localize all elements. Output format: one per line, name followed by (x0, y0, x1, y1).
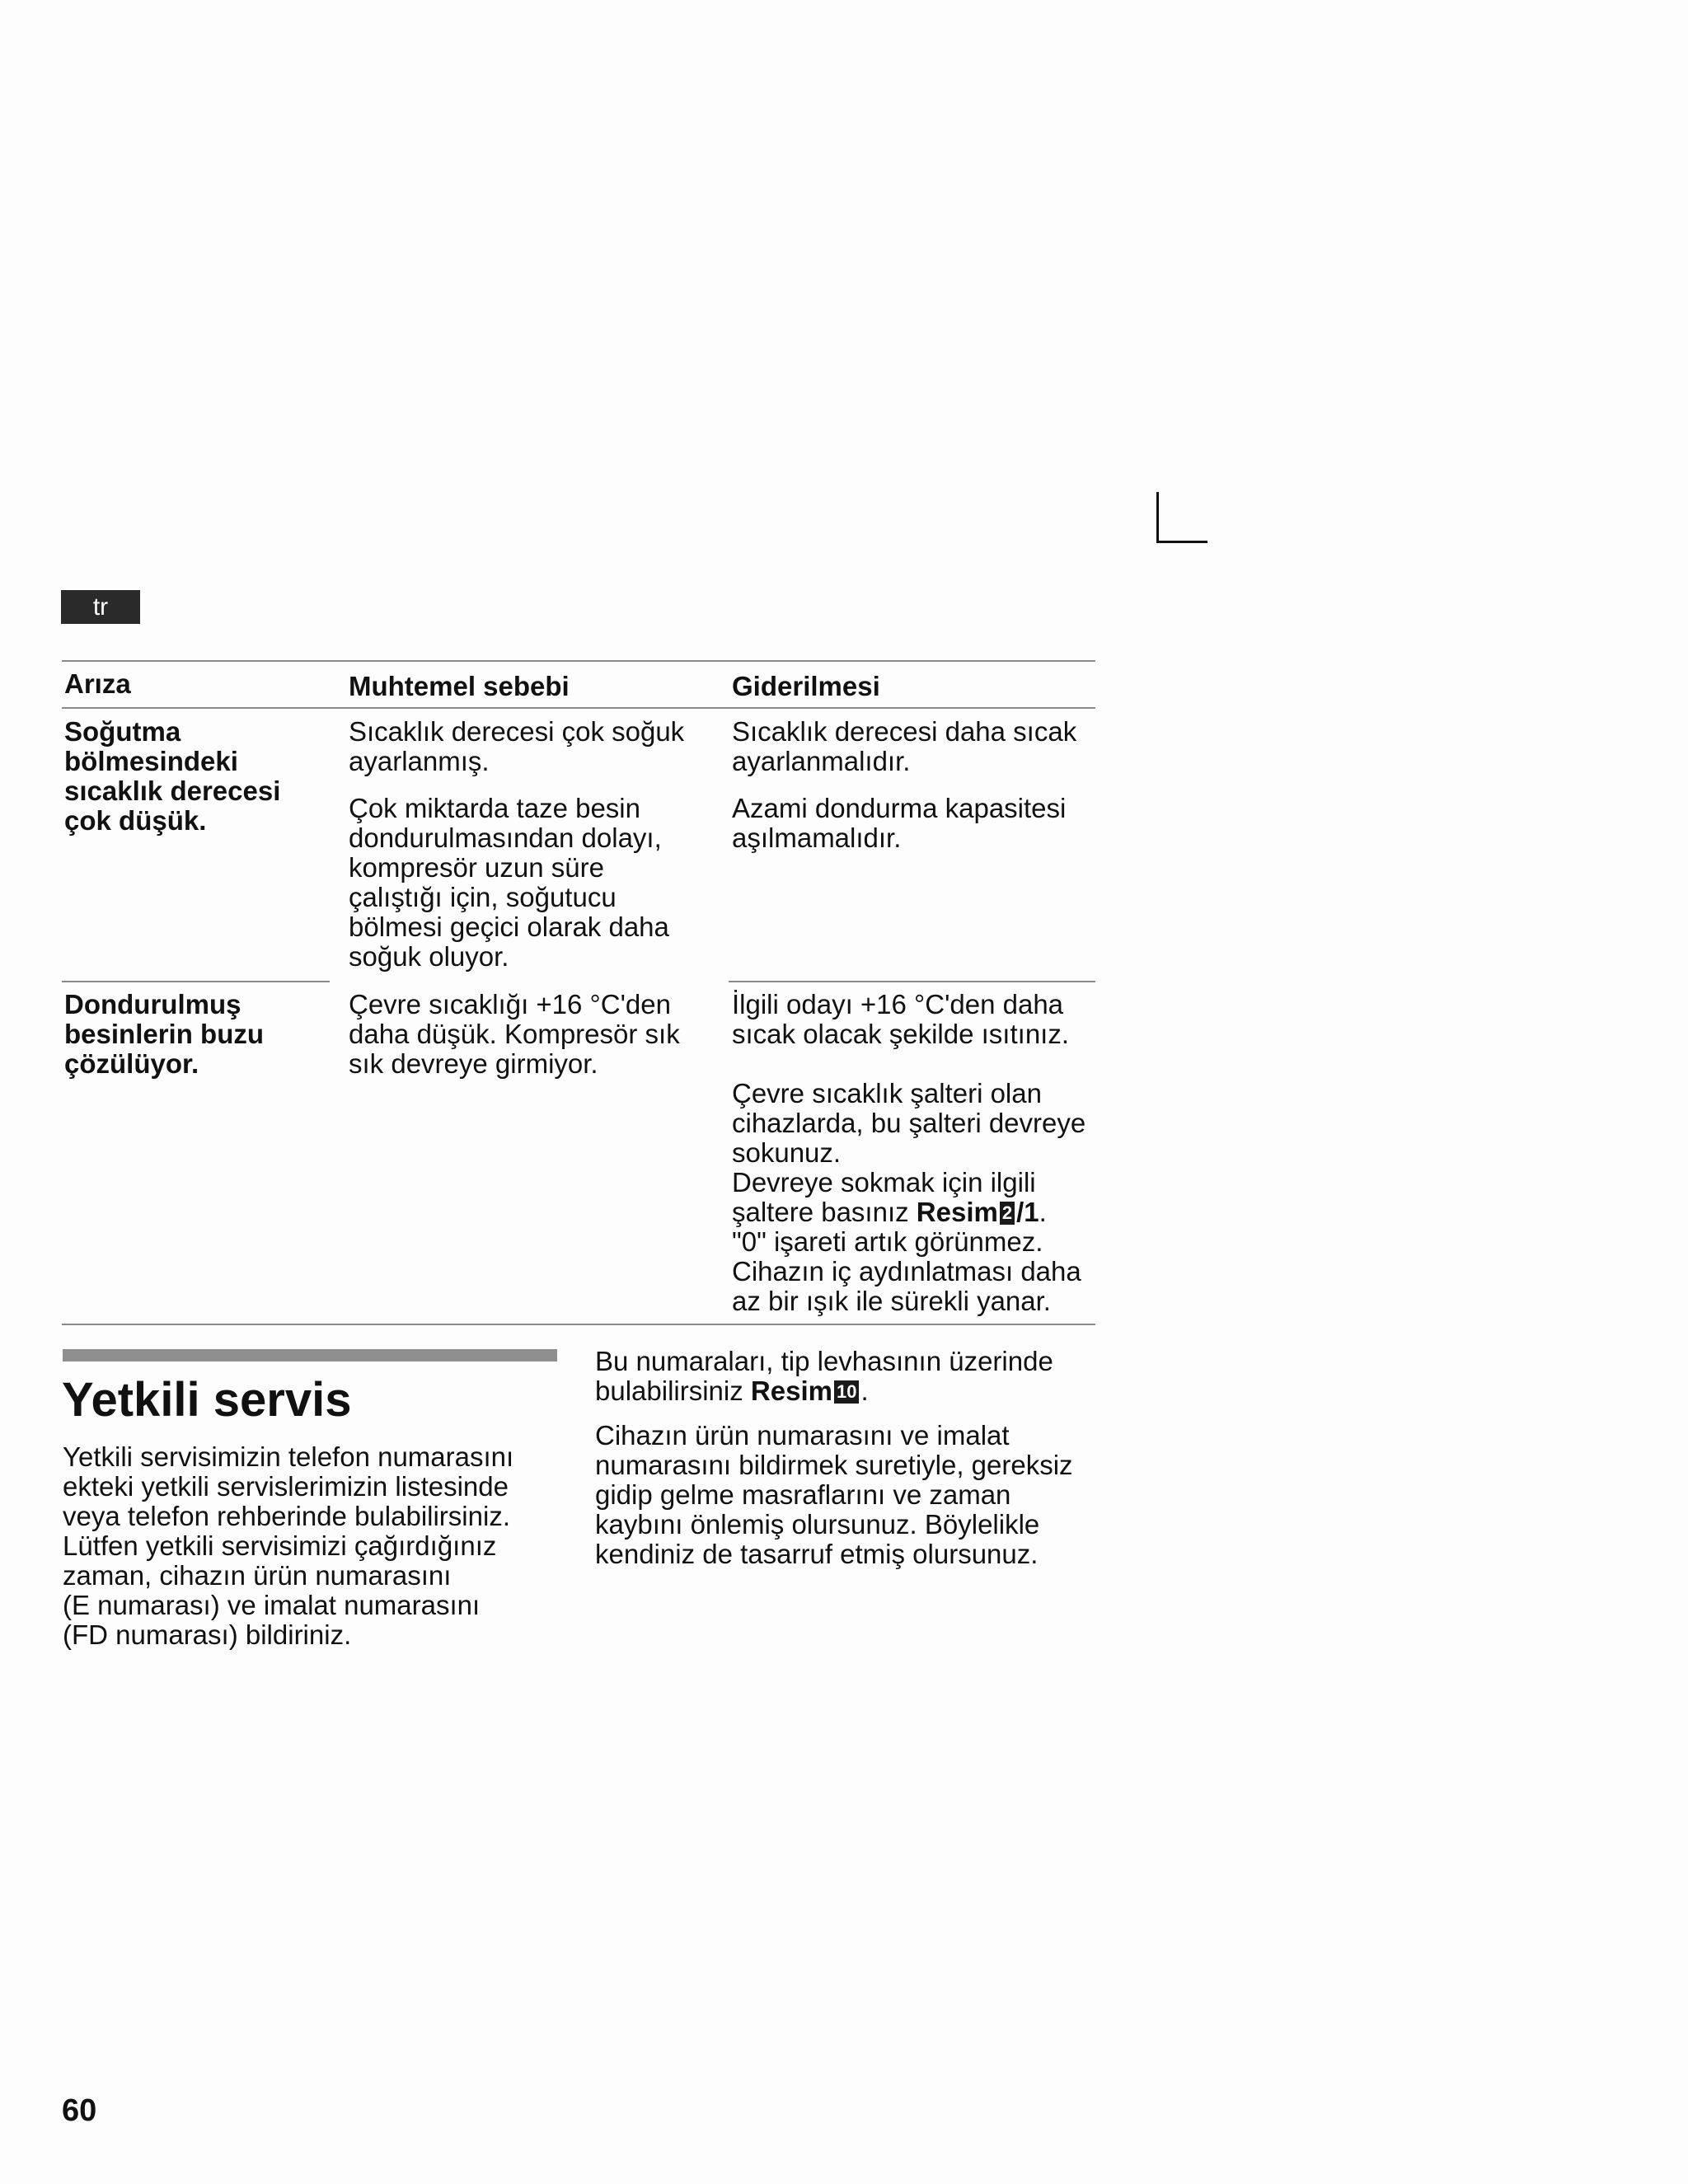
table-top-rule (62, 660, 1095, 662)
section-bar (63, 1349, 557, 1361)
service-right-para2: Cihazın ürün numarasını ve imalat numarasını bildirmek suretiyle, gereksiz gidip gelme masraflarını ve zaman kaybını önlemiş olursunuz. Böylelikle kendiniz de tasarruf etmiş olursunuz. (595, 1420, 1073, 1569)
language-tag: tr (61, 590, 140, 624)
row2-remedy-2: Çevre sıcaklık şalteri olan cihazlarda, bu şalteri devreye sokunuz. Devreye sokmak için ilgili şaltere basınız (732, 1078, 1086, 1227)
figure-number-badge: 2 (1000, 1202, 1015, 1225)
header-cause: Muhtemel sebebi (349, 671, 570, 701)
section-title: Yetkili servis (62, 1373, 352, 1427)
row1-remedy-rule (729, 981, 1095, 982)
header-rule (62, 707, 1095, 709)
table-bottom-rule (62, 1324, 1095, 1325)
page-number: 60 (62, 2093, 97, 2128)
figure-end: . (1039, 1197, 1047, 1227)
row1-fault: Soğutma bölmesindeki sıcaklık derecesi çok düşük. (64, 716, 281, 836)
row1-remedy-1: Sıcaklık derecesi daha sıcak ayarlanmalıdır. (732, 716, 1077, 776)
row2-remedy-after: "0" işareti artık görünmez. Cihazın iç aydınlatması daha az bir ışık ile sürekli yanar. (732, 1226, 1081, 1316)
row2-remedy-2-block (732, 1079, 1095, 1316)
service-left-text: Yetkili servisimizin telefon numarasını ekteki yetkili servislerimizin listesinde veya telefon rehberinde bulabilirsiniz. Lütfen yetkili servisimizi çağırdığınız zaman, cihazın ürün numarasını (E numarası) ve imalat numarasını (FD numarası) bildiriniz. (63, 1441, 514, 1650)
figure-suffix: /1 (1016, 1197, 1039, 1227)
service-figure-label: Resim (750, 1376, 832, 1406)
service-right-para1: Bu numaraları, tip levhasının üzerinde bulabilirsiniz (595, 1346, 1053, 1406)
row1-cause-1: Sıcaklık derecesi çok soğuk ayarlanmış. (349, 716, 685, 776)
service-right-para1-block (595, 1347, 1106, 1406)
crop-mark (1156, 492, 1207, 543)
header-fault: Arıza (64, 668, 131, 699)
row2-cause-1: Çevre sıcaklığı +16 °C'den daha düşük. Kompresör sık sık devreye girmiyor. (349, 989, 680, 1079)
row2-remedy-1: İlgili odayı +16 °C'den daha sıcak olacak şekilde ısıtınız. (732, 989, 1070, 1049)
service-figure-badge: 10 (834, 1380, 859, 1404)
row1-fault-rule (62, 981, 330, 982)
row2-fault: Dondurulmuş besinlerin buzu çözülüyor. (64, 989, 265, 1079)
service-figure-end: . (860, 1376, 869, 1406)
row1-cause-2: Çok miktarda taze besin dondurulmasından dolayı, kompresör uzun süre çalıştığı için, soğutucu bölmesi geçici olarak daha soğuk oluyor. (349, 793, 669, 972)
figure-reference-label: Resim (916, 1197, 998, 1227)
header-remedy: Giderilmesi (732, 671, 880, 701)
row1-remedy-2: Azami dondurma kapasitesi aşılmamalıdır. (732, 793, 1067, 853)
